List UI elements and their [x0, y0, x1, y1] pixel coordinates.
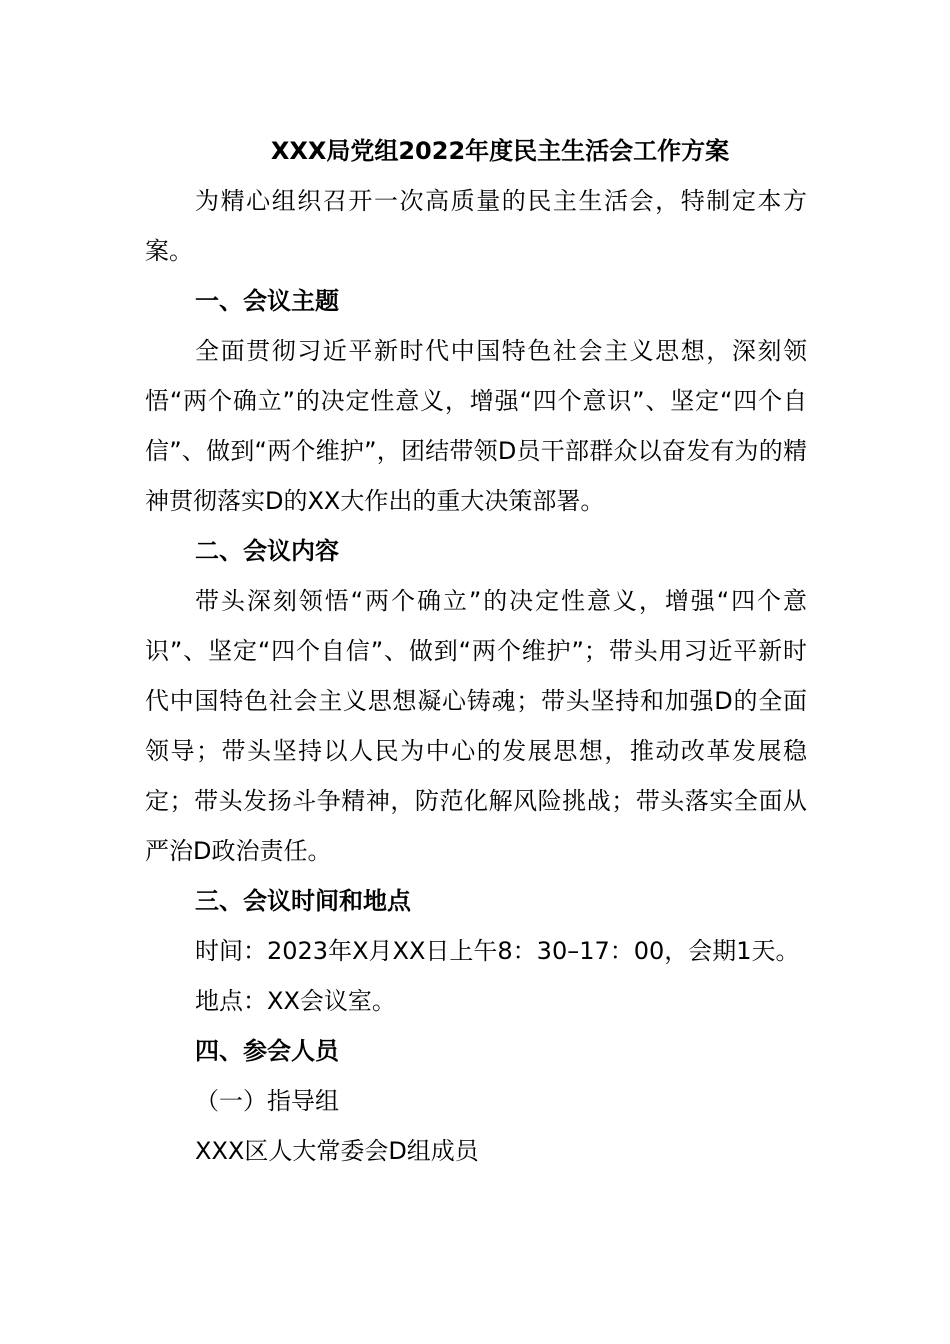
document-page [145, 126, 807, 1176]
meeting-time-paragraph: 时间：2023年X月XX日上午8：30–17：00，会期1天。 [195, 937, 800, 965]
section-heading-attendees: 四、参会人员 [195, 1037, 339, 1065]
guidance-group-members: XXX区人大常委会D组成员 [195, 1137, 479, 1165]
subheading-guidance-group: （一）指导组 [195, 1087, 339, 1115]
section-content-paragraph: 带头深刻领悟“两个确立”的决定性意义，增强“四个意识”、坚定“四个自信”、做到“两个维护”；带头用习近平新时代中国特色社会主义思想凝心铸魂；带头坚持和加强D的全面领导；带头坚持以人民为中心的发展思想，推动改革发展稳定；带头发扬斗争精神，防范化解风险挑战；带头落实全面从严治D政治责任。 [145, 587, 807, 865]
section-heading-content: 二、会议内容 [195, 537, 339, 565]
section-theme-paragraph: 全面贯彻习近平新时代中国特色社会主义思想，深刻领悟“两个确立”的决定性意义，增强“四个意识”、坚定“四个自信”、做到“两个维护”，团结带领D员干部群众以奋发有为的精神贯彻落实D的XX大作出的重大决策部署。 [145, 337, 807, 515]
document-title: XXX局党组2022年度民主生活会工作方案 [270, 137, 730, 165]
intro-paragraph: 为精心组织召开一次高质量的民主生活会，特制定本方案。 [145, 187, 807, 265]
meeting-place-paragraph: 地点：XX会议室。 [195, 987, 396, 1015]
section-heading-time-place: 三、会议时间和地点 [195, 887, 411, 915]
section-heading-theme: 一、会议主题 [195, 287, 339, 315]
